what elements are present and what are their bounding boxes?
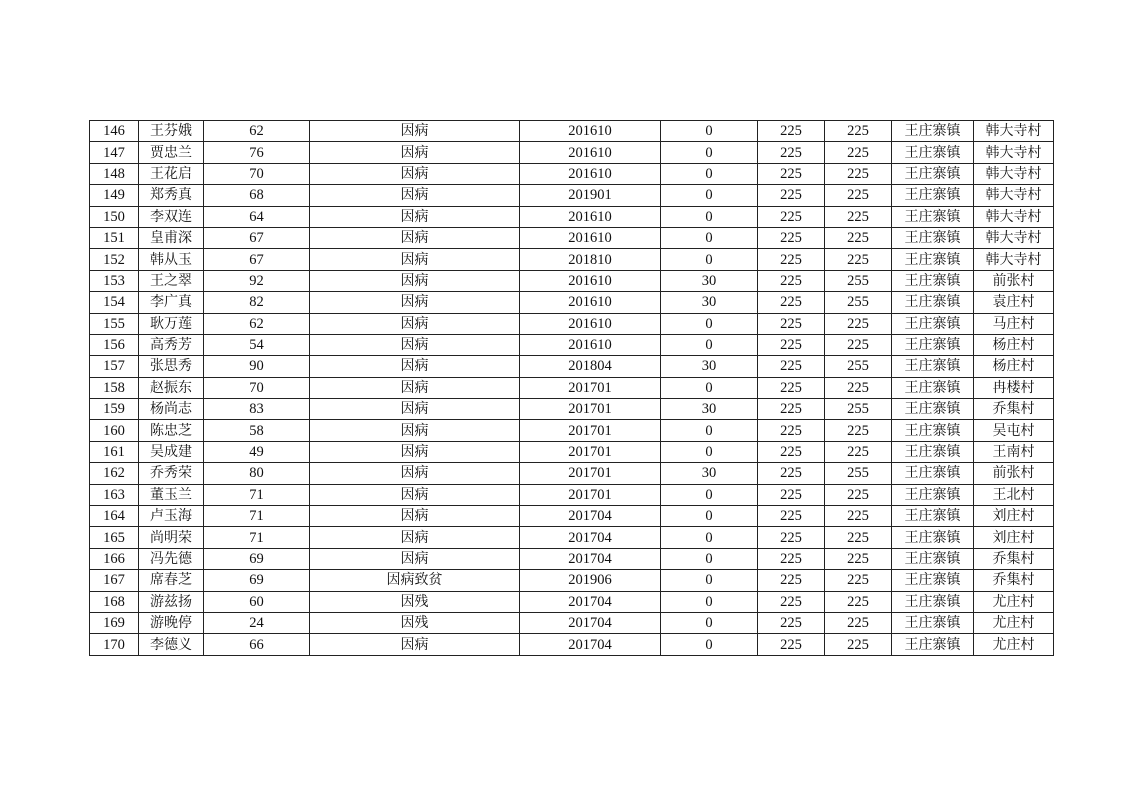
cell-village: 韩大寺村 [974,121,1054,142]
cell-row-number: 148 [90,163,139,184]
table-row [90,270,1054,291]
cell-total-amount: 225 [825,163,892,184]
cell-age: 90 [204,356,310,377]
cell-village: 乔集村 [974,548,1054,569]
cell-village: 吴屯村 [974,420,1054,441]
cell-name: 王花启 [139,163,204,184]
cell-name: 王芬娥 [139,121,204,142]
cell-total-amount: 225 [825,142,892,163]
cell-age: 82 [204,292,310,313]
cell-date: 201901 [520,185,661,206]
table-row [90,249,1054,270]
cell-age: 66 [204,634,310,655]
cell-village: 冉楼村 [974,377,1054,398]
cell-base-amount: 225 [758,270,825,291]
cell-date: 201610 [520,142,661,163]
cell-date: 201610 [520,206,661,227]
cell-town: 王庄寨镇 [892,420,974,441]
table-row [90,399,1054,420]
cell-town: 王庄寨镇 [892,163,974,184]
cell-age: 67 [204,227,310,248]
table-row [90,484,1054,505]
cell-extra-amount: 0 [661,484,758,505]
cell-age: 62 [204,121,310,142]
cell-village: 王南村 [974,441,1054,462]
cell-reason: 因病 [310,185,520,206]
cell-row-number: 163 [90,484,139,505]
cell-date: 201704 [520,506,661,527]
cell-name: 杨尚志 [139,399,204,420]
cell-row-number: 161 [90,441,139,462]
cell-row-number: 158 [90,377,139,398]
cell-extra-amount: 0 [661,634,758,655]
table-row [90,634,1054,655]
cell-name: 贾忠兰 [139,142,204,163]
cell-extra-amount: 30 [661,270,758,291]
cell-village: 尤庄村 [974,612,1054,633]
cell-name: 吴成建 [139,441,204,462]
cell-row-number: 147 [90,142,139,163]
cell-extra-amount: 0 [661,441,758,462]
cell-reason: 因病 [310,420,520,441]
cell-row-number: 157 [90,356,139,377]
cell-extra-amount: 30 [661,399,758,420]
cell-village: 杨庄村 [974,356,1054,377]
cell-extra-amount: 0 [661,527,758,548]
cell-total-amount: 225 [825,441,892,462]
cell-extra-amount: 0 [661,377,758,398]
cell-total-amount: 225 [825,591,892,612]
cell-total-amount: 225 [825,548,892,569]
cell-base-amount: 225 [758,570,825,591]
cell-village: 马庄村 [974,313,1054,334]
cell-row-number: 150 [90,206,139,227]
cell-reason: 因病 [310,484,520,505]
cell-reason: 因病 [310,527,520,548]
cell-name: 郑秀真 [139,185,204,206]
cell-town: 王庄寨镇 [892,292,974,313]
cell-village: 王北村 [974,484,1054,505]
cell-town: 王庄寨镇 [892,570,974,591]
cell-name: 皇甫深 [139,227,204,248]
cell-date: 201906 [520,570,661,591]
cell-total-amount: 255 [825,270,892,291]
cell-age: 64 [204,206,310,227]
cell-base-amount: 225 [758,377,825,398]
cell-age: 62 [204,313,310,334]
cell-name: 王之翠 [139,270,204,291]
cell-name: 游晚停 [139,612,204,633]
cell-base-amount: 225 [758,399,825,420]
cell-age: 60 [204,591,310,612]
table-row [90,121,1054,142]
cell-date: 201701 [520,377,661,398]
cell-village: 韩大寺村 [974,206,1054,227]
table-row [90,506,1054,527]
cell-reason: 因病 [310,206,520,227]
cell-row-number: 149 [90,185,139,206]
cell-base-amount: 225 [758,612,825,633]
cell-total-amount: 225 [825,227,892,248]
cell-reason: 因病 [310,292,520,313]
table-row [90,292,1054,313]
cell-name: 陈忠芝 [139,420,204,441]
cell-town: 王庄寨镇 [892,527,974,548]
cell-town: 王庄寨镇 [892,399,974,420]
cell-base-amount: 225 [758,142,825,163]
cell-date: 201704 [520,591,661,612]
cell-date: 201704 [520,634,661,655]
cell-base-amount: 225 [758,441,825,462]
cell-date: 201701 [520,399,661,420]
cell-row-number: 164 [90,506,139,527]
cell-extra-amount: 0 [661,206,758,227]
cell-total-amount: 225 [825,634,892,655]
cell-row-number: 159 [90,399,139,420]
cell-total-amount: 255 [825,399,892,420]
cell-reason: 因残 [310,591,520,612]
cell-extra-amount: 0 [661,163,758,184]
cell-reason: 因病 [310,334,520,355]
cell-village: 韩大寺村 [974,227,1054,248]
cell-total-amount: 255 [825,463,892,484]
cell-total-amount: 225 [825,377,892,398]
cell-age: 69 [204,570,310,591]
cell-total-amount: 225 [825,313,892,334]
cell-base-amount: 225 [758,420,825,441]
cell-village: 前张村 [974,270,1054,291]
cell-total-amount: 225 [825,570,892,591]
cell-reason: 因病 [310,163,520,184]
cell-town: 王庄寨镇 [892,463,974,484]
cell-date: 201810 [520,249,661,270]
cell-base-amount: 225 [758,227,825,248]
cell-total-amount: 225 [825,420,892,441]
cell-name: 张思秀 [139,356,204,377]
cell-total-amount: 255 [825,292,892,313]
cell-row-number: 170 [90,634,139,655]
cell-date: 201704 [520,548,661,569]
cell-base-amount: 225 [758,463,825,484]
cell-reason: 因病 [310,249,520,270]
table-row [90,591,1054,612]
cell-reason: 因病 [310,270,520,291]
cell-village: 韩大寺村 [974,163,1054,184]
cell-base-amount: 225 [758,163,825,184]
cell-name: 席春芝 [139,570,204,591]
table-body [90,121,1054,656]
cell-reason: 因病 [310,463,520,484]
cell-reason: 因病 [310,399,520,420]
cell-reason: 因病 [310,121,520,142]
cell-base-amount: 225 [758,591,825,612]
cell-extra-amount: 0 [661,142,758,163]
cell-date: 201610 [520,270,661,291]
cell-age: 76 [204,142,310,163]
cell-town: 王庄寨镇 [892,313,974,334]
cell-reason: 因病 [310,227,520,248]
cell-town: 王庄寨镇 [892,270,974,291]
cell-total-amount: 225 [825,334,892,355]
cell-base-amount: 225 [758,206,825,227]
table-row [90,206,1054,227]
cell-base-amount: 225 [758,548,825,569]
cell-age: 71 [204,527,310,548]
cell-date: 201701 [520,441,661,462]
cell-row-number: 146 [90,121,139,142]
cell-extra-amount: 0 [661,227,758,248]
cell-village: 刘庄村 [974,506,1054,527]
cell-village: 乔集村 [974,570,1054,591]
cell-village: 韩大寺村 [974,185,1054,206]
table-row [90,227,1054,248]
cell-extra-amount: 30 [661,356,758,377]
cell-name: 尚明荣 [139,527,204,548]
cell-row-number: 151 [90,227,139,248]
cell-town: 王庄寨镇 [892,484,974,505]
cell-base-amount: 225 [758,334,825,355]
cell-town: 王庄寨镇 [892,441,974,462]
cell-age: 68 [204,185,310,206]
cell-reason: 因残 [310,612,520,633]
cell-name: 李广真 [139,292,204,313]
cell-reason: 因病 [310,548,520,569]
cell-name: 李双连 [139,206,204,227]
cell-name: 李德义 [139,634,204,655]
cell-village: 刘庄村 [974,527,1054,548]
cell-town: 王庄寨镇 [892,142,974,163]
cell-village: 杨庄村 [974,334,1054,355]
cell-village: 韩大寺村 [974,249,1054,270]
cell-name: 赵振东 [139,377,204,398]
cell-base-amount: 225 [758,356,825,377]
cell-total-amount: 225 [825,185,892,206]
table-row [90,570,1054,591]
cell-age: 83 [204,399,310,420]
table-row [90,163,1054,184]
cell-row-number: 169 [90,612,139,633]
cell-total-amount: 225 [825,121,892,142]
cell-date: 201704 [520,612,661,633]
cell-extra-amount: 0 [661,548,758,569]
cell-town: 王庄寨镇 [892,356,974,377]
cell-row-number: 165 [90,527,139,548]
cell-row-number: 160 [90,420,139,441]
cell-age: 49 [204,441,310,462]
cell-extra-amount: 0 [661,185,758,206]
cell-date: 201804 [520,356,661,377]
cell-base-amount: 225 [758,185,825,206]
cell-row-number: 153 [90,270,139,291]
cell-base-amount: 225 [758,249,825,270]
cell-age: 24 [204,612,310,633]
cell-town: 王庄寨镇 [892,227,974,248]
cell-base-amount: 225 [758,634,825,655]
table-row [90,463,1054,484]
table-row [90,548,1054,569]
cell-extra-amount: 0 [661,420,758,441]
cell-age: 58 [204,420,310,441]
cell-base-amount: 225 [758,506,825,527]
cell-total-amount: 225 [825,506,892,527]
cell-extra-amount: 0 [661,612,758,633]
cell-village: 乔集村 [974,399,1054,420]
cell-reason: 因病 [310,313,520,334]
cell-reason: 因病致贫 [310,570,520,591]
cell-total-amount: 225 [825,527,892,548]
cell-age: 71 [204,506,310,527]
cell-reason: 因病 [310,506,520,527]
cell-extra-amount: 0 [661,313,758,334]
cell-extra-amount: 0 [661,506,758,527]
cell-town: 王庄寨镇 [892,334,974,355]
cell-extra-amount: 0 [661,249,758,270]
table-row [90,612,1054,633]
cell-name: 韩从玉 [139,249,204,270]
cell-date: 201701 [520,484,661,505]
cell-row-number: 156 [90,334,139,355]
cell-town: 王庄寨镇 [892,548,974,569]
table-row [90,527,1054,548]
cell-row-number: 166 [90,548,139,569]
cell-name: 高秀芳 [139,334,204,355]
table-row [90,420,1054,441]
cell-reason: 因病 [310,441,520,462]
cell-extra-amount: 30 [661,292,758,313]
table-row [90,334,1054,355]
cell-row-number: 155 [90,313,139,334]
cell-reason: 因病 [310,377,520,398]
table-row [90,313,1054,334]
table-row [90,441,1054,462]
data-table [89,120,1054,656]
cell-age: 70 [204,377,310,398]
cell-base-amount: 225 [758,313,825,334]
cell-total-amount: 225 [825,612,892,633]
cell-total-amount: 225 [825,484,892,505]
cell-date: 201610 [520,334,661,355]
cell-name: 乔秀荣 [139,463,204,484]
cell-date: 201610 [520,292,661,313]
cell-row-number: 167 [90,570,139,591]
cell-town: 王庄寨镇 [892,121,974,142]
cell-age: 80 [204,463,310,484]
cell-town: 王庄寨镇 [892,377,974,398]
table-row [90,377,1054,398]
cell-row-number: 168 [90,591,139,612]
cell-row-number: 152 [90,249,139,270]
cell-reason: 因病 [310,356,520,377]
cell-base-amount: 225 [758,292,825,313]
cell-extra-amount: 0 [661,121,758,142]
cell-name: 冯先德 [139,548,204,569]
cell-village: 尤庄村 [974,591,1054,612]
cell-name: 卢玉海 [139,506,204,527]
cell-row-number: 162 [90,463,139,484]
cell-row-number: 154 [90,292,139,313]
cell-town: 王庄寨镇 [892,612,974,633]
cell-town: 王庄寨镇 [892,634,974,655]
cell-town: 王庄寨镇 [892,591,974,612]
cell-name: 耿万莲 [139,313,204,334]
cell-town: 王庄寨镇 [892,206,974,227]
cell-name: 董玉兰 [139,484,204,505]
cell-age: 92 [204,270,310,291]
cell-date: 201704 [520,527,661,548]
table-row [90,142,1054,163]
cell-age: 67 [204,249,310,270]
cell-base-amount: 225 [758,484,825,505]
cell-age: 69 [204,548,310,569]
cell-date: 201701 [520,420,661,441]
cell-base-amount: 225 [758,121,825,142]
cell-age: 71 [204,484,310,505]
cell-date: 201610 [520,313,661,334]
cell-date: 201610 [520,121,661,142]
cell-total-amount: 225 [825,206,892,227]
cell-age: 54 [204,334,310,355]
cell-total-amount: 255 [825,356,892,377]
cell-age: 70 [204,163,310,184]
cell-extra-amount: 0 [661,591,758,612]
cell-extra-amount: 30 [661,463,758,484]
cell-town: 王庄寨镇 [892,506,974,527]
cell-extra-amount: 0 [661,334,758,355]
cell-name: 游兹扬 [139,591,204,612]
cell-date: 201610 [520,163,661,184]
cell-base-amount: 225 [758,527,825,548]
cell-date: 201701 [520,463,661,484]
cell-town: 王庄寨镇 [892,185,974,206]
cell-village: 前张村 [974,463,1054,484]
cell-date: 201610 [520,227,661,248]
table-row [90,185,1054,206]
cell-village: 尤庄村 [974,634,1054,655]
table-row [90,356,1054,377]
cell-total-amount: 225 [825,249,892,270]
cell-village: 袁庄村 [974,292,1054,313]
cell-extra-amount: 0 [661,570,758,591]
cell-town: 王庄寨镇 [892,249,974,270]
cell-reason: 因病 [310,142,520,163]
cell-reason: 因病 [310,634,520,655]
cell-village: 韩大寺村 [974,142,1054,163]
